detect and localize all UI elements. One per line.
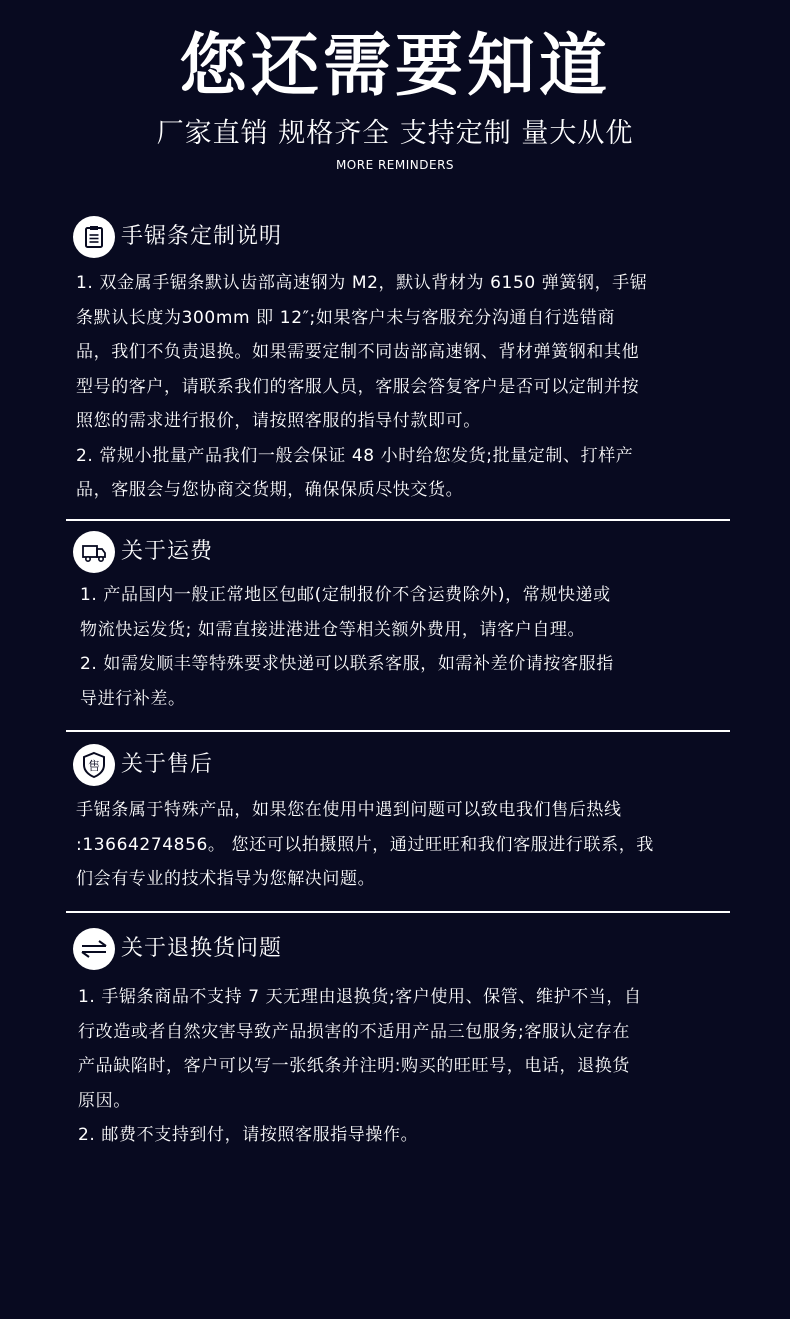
text-line: 型号的客户，请联系我们的客服人员，客服会答复客户是否可以定制并按 bbox=[76, 376, 640, 397]
section-title: 关于运费 bbox=[121, 539, 214, 564]
section-header-returns bbox=[73, 927, 282, 971]
after-sales-shield-icon bbox=[73, 744, 115, 786]
section-divider bbox=[66, 911, 730, 913]
text-line: 条默认长度为300mm 即 12″;如果客户未与客服充分沟通自行选错商 bbox=[76, 307, 616, 328]
section-divider bbox=[66, 519, 730, 521]
text-line: 1. 产品国内一般正常地区包邮(定制报价不含运费除外)，常规快递或 bbox=[80, 585, 611, 605]
page-title: 您还需要知道 bbox=[178, 27, 611, 106]
text-line: 1. 手锯条商品不支持 7 天无理由退换货;客户使用、保管、维护不当，自 bbox=[78, 987, 642, 1007]
text-line: 行改造或者自然灾害导致产品损害的不适用产品三包服务;客服认定存在 bbox=[78, 1021, 630, 1042]
section-body-shipping bbox=[80, 578, 730, 716]
text-line: 照您的需求进行报价，请按照客服的指导付款即可。 bbox=[76, 411, 481, 431]
text-line: 手锯条属于特殊产品，如果您在使用中遇到问题可以致电我们售后热线 bbox=[76, 800, 622, 820]
shield-glyph: 售 bbox=[87, 759, 101, 773]
exchange-arrows-icon bbox=[73, 928, 115, 970]
text-line: 物流快运发货; 如需直接进港进仓等相关额外费用，请客户自理。 bbox=[80, 619, 586, 640]
text-line: :13664274856。 您还可以拍摄照片，通过旺旺和我们客服进行联系，我 bbox=[76, 834, 654, 855]
text-line: 原因。 bbox=[78, 1090, 131, 1111]
section-body-returns bbox=[78, 980, 728, 1153]
section-header-customization bbox=[73, 215, 282, 259]
section-body-customization bbox=[76, 266, 726, 508]
section-header-after-sales bbox=[73, 743, 213, 787]
section-title: 关于售后 bbox=[121, 752, 214, 777]
text-line: 导进行补差。 bbox=[80, 688, 186, 709]
text-line: 2. 常规小批量产品我们一般会保证 48 小时给您发货;批量定制、打样产 bbox=[76, 445, 634, 466]
text-line: 们会有专业的技术指导为您解决问题。 bbox=[76, 869, 376, 889]
text-line: 产品缺陷时，客户可以写一张纸条并注明:购买的旺旺号，电话，退换货 bbox=[78, 1056, 630, 1076]
delivery-truck-icon bbox=[73, 531, 115, 573]
page-tagline: MORE REMINDERS bbox=[335, 158, 455, 172]
section-body-after-sales bbox=[76, 793, 726, 897]
text-line: 品，我们不负责退换。如果需要定制不同齿部高速钢、背材弹簧钢和其他 bbox=[76, 342, 640, 362]
text-line: 2. 如需发顺丰等特殊要求快递可以联系客服，如需补差价请按客服指 bbox=[80, 654, 614, 674]
section-title: 手锯条定制说明 bbox=[121, 224, 283, 249]
text-line: 品，客服会与您协商交货期，确保保质尽快交货。 bbox=[76, 480, 464, 500]
text-line: 2. 邮费不支持到付，请按照客服指导操作。 bbox=[78, 1125, 419, 1145]
clipboard-icon bbox=[73, 216, 115, 258]
section-header-shipping bbox=[73, 530, 213, 574]
text-line: 1. 双金属手锯条默认齿部高速钢为 M2，默认背材为 6150 弹簧钢，手锯 bbox=[76, 273, 648, 293]
section-title: 关于退换货问题 bbox=[121, 936, 283, 961]
section-divider bbox=[66, 730, 730, 732]
page-subtitle: 厂家直销 规格齐全 支持定制 量大从优 bbox=[156, 118, 634, 149]
